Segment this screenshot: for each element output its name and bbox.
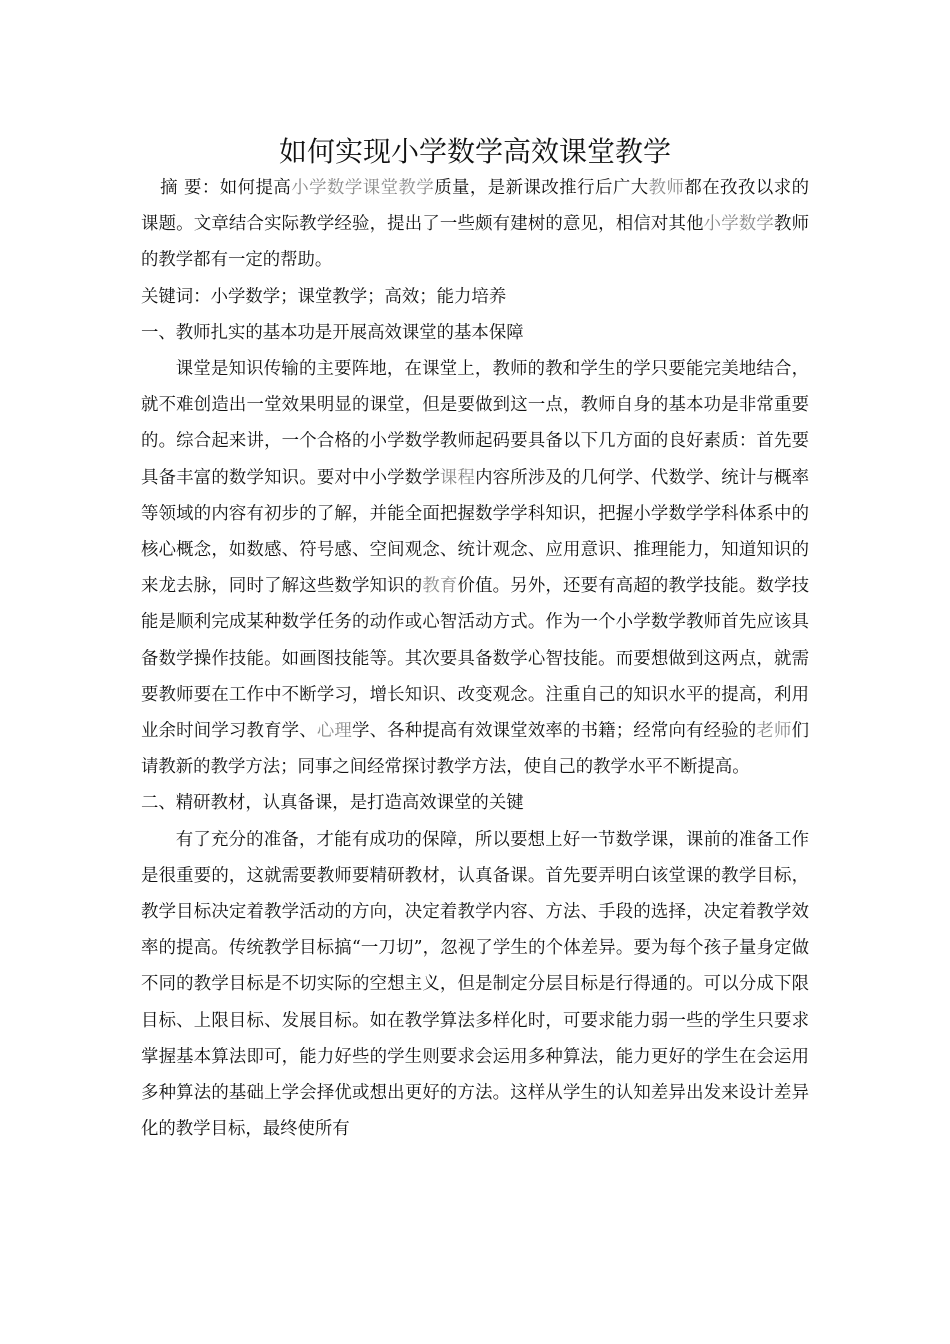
paragraph-text: 价值。另外，还要有高超的教学技能。数学技能是顺利完成某种数学任务的动作或心智活动方式。作为一个小学数学教师首先应该具备数学操作技能。如画图技能等。其次要具备数学心智技能。而要想做到这两点，就需要教师要在工作中不断学习，增长知识、改变观念。注重自己的知识水平的提高，利用业余时间学习教育学、	[141, 576, 809, 742]
abstract-text: 都在孜孜以求的课题。文章结合实际教学经验，提出了一些颇有建树的意见，相信对其他	[141, 178, 809, 235]
link-psychology[interactable]: 心理	[316, 721, 352, 742]
link-primary-math[interactable]: 小学数学	[703, 214, 774, 235]
link-teachers[interactable]: 老师	[756, 721, 792, 742]
section1-heading: 一、教师扎实的基本功是开展高效课堂的基本保障	[141, 322, 524, 343]
abstract-text: 如何提高	[219, 178, 292, 198]
keywords-line: 关键词：小学数学；课堂教学；高效；能力培养	[141, 286, 507, 307]
abstract-text: 教师的教学都有一定的帮助。	[141, 214, 809, 271]
paragraph-text: 学、各种提高有效课堂效率的书籍；经常向有经验的	[352, 721, 757, 742]
link-curriculum[interactable]: 课程	[439, 467, 476, 488]
document-title: 如何实现小学数学高效课堂教学	[278, 135, 671, 168]
section2-paragraph: 有了充分的准备，才能有成功的保障，所以要想上好一节数学课，课前的准备工作是很重要的，这就需要教师要精研教材，认真备课。首先要弄明白该堂课的教学目标，教学目标决定着教学活动的方向，决定着教学内容、方法、手段的选择，决定着教学效率的提高。传统教学目标搞“一刀切”，忽视了学生的个体差异。要为每个孩子量身定做不同的教学目标是不切实际的空想主义，但是制定分层目标是行得通的。可以分成下限目标、上限目标、发展目标。如在教学算法多样化时，可要求能力弱一些的学生只要求掌握基本算法即可，能力好些的学生则要求会运用多种算法，能力更好的学生在会运用多种算法的基础上学会择优或想出更好的方法。这样从学生的认知差异出发来设计差异化的教学目标，最终使所有	[141, 829, 809, 1140]
document-body	[141, 170, 809, 1147]
abstract-label: 摘 要：	[160, 178, 220, 198]
link-teacher[interactable]: 教师	[648, 178, 685, 198]
paragraph-text: 课堂是知识传输的主要阵地，在课堂上，教师的教和学生的学只要能完美地结合，就不难创造出一堂效果明显的课堂，但是要做到这一点，教师自身的基本功是非常重要的。综合起来讲，一个合格的小学数学教师起码要具备以下几方面的良好素质：首先要具备丰富的数学知识。要对中小学数学	[141, 359, 809, 488]
abstract-paragraph	[141, 170, 809, 279]
section1-paragraph	[141, 351, 809, 785]
section2-heading: 二、精研教材，认真备课，是打造高效课堂的关键	[141, 793, 524, 814]
link-education[interactable]: 教育	[422, 576, 458, 597]
paragraph-text: 内容所涉及的几何学、代数学、统计与概率等领域的内容有初步的了解，并能全面把握数学学科知识，把握小学数学学科体系中的核心概念，如数感、符号感、空间观念、统计观念、应用意识、推理能力，知道知识的来龙去脉，同时了解这些数学知识的	[141, 467, 809, 597]
abstract-text: 质量，是新课改推行后广大	[434, 178, 649, 198]
link-primary-math-teaching[interactable]: 小学数学课堂教学	[291, 178, 435, 198]
paragraph-text: 们请教新的教学方法；同事之间经常探讨教学方法，使自己的教学水平不断提高。	[141, 721, 809, 778]
